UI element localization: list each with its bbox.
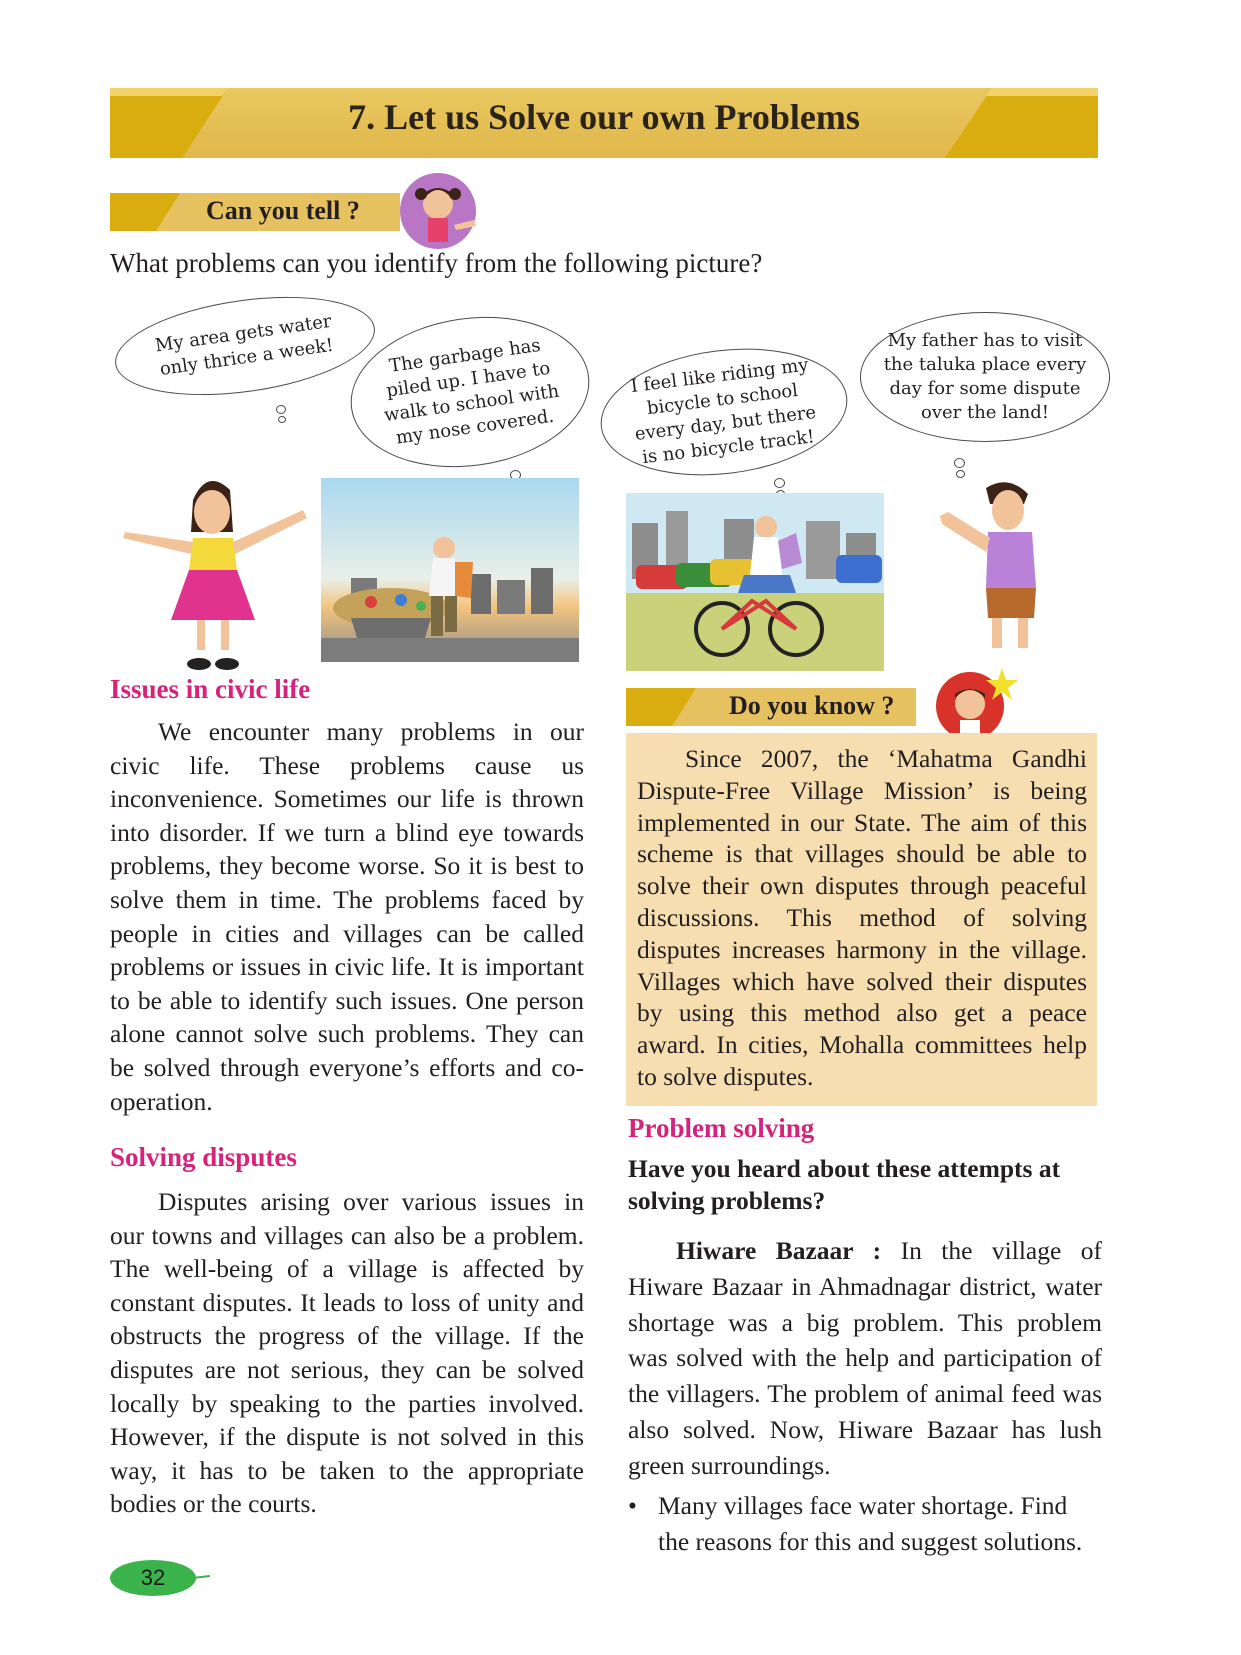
boy-illustration [928, 478, 1088, 658]
garbage-scene-illustration [321, 478, 579, 662]
hiware-bazaar-text: In the village of Hiware Bazaar in Ahmadnagar district, water shortage was a big problem. This problem was solved with the help and participation of the villagers. The problem of animal feed was also solved. Now, Hiware Bazaar has lush green surroundings. [628, 1236, 1103, 1480]
thought-bubble-water: My area gets water only thrice a week! [109, 282, 381, 410]
chapter-title: 7. Let us Solve our own Problems [348, 97, 860, 137]
boy-avatar-icon [930, 664, 1020, 744]
thought-bubble-bicycle: I feel like riding my bicycle to school every day, but there is no bicycle track! [593, 335, 854, 488]
bubble-dot [276, 405, 286, 414]
bubble-dot [954, 458, 965, 468]
leaf-stem-icon [192, 1574, 212, 1582]
bicycle-scene-illustration [626, 493, 884, 671]
thought-bubble-garbage: The garbage has piled up. I have to walk to school with my nose covered. [341, 302, 599, 482]
bubble-dot [956, 470, 965, 478]
banner-stripe [110, 193, 180, 231]
bullet-item [628, 1488, 1102, 1560]
bullet-text: Many villages face water shortage. Find the reasons for this and suggest solutions. [658, 1491, 1083, 1556]
problem-solving-subheading: Have you heard about these attempts at solving problems? [628, 1154, 1061, 1215]
do-you-know-paragraph: Since 2007, the ‘Mahatma Gandhi Dispute-Free Village Mission’ is being implemented in our State. The aim of this scheme is that villages should be able to solve their own disputes through peaceful discussions. This method of solving disputes increases harmony in the village. Villages which have solved their disputes by using this method also get a peace award. In cities, Mohalla committees help to solve disputes. [637, 744, 1087, 1091]
hiware-bazaar-paragraph [628, 1233, 1102, 1484]
hiware-bazaar-lead: Hiware Bazaar : [676, 1236, 882, 1265]
girl-avatar-icon [396, 170, 486, 252]
page-number: 32 [110, 1560, 196, 1596]
thought-bubble-dispute: My father has to visit the taluka place every day for some dispute over the land! [860, 312, 1110, 442]
banner-stripe [626, 688, 696, 726]
bubble-dot [774, 478, 785, 488]
do-you-know-heading: Do you know ? [729, 691, 895, 720]
girl-illustration [115, 470, 315, 680]
picture-question: What problems can you identify from the following picture? [110, 248, 763, 278]
disputes-paragraph: Disputes arising over various issues in our towns and villages can also be a problem. The well-being of a village is affected by constant disputes. It leads to loss of unity and obstructs the progress of the village. If the disputes are not serious, they can be solved locally by speaking to the parties involved. However, if the dispute is not solved in this way, it has to be taken to the appropriate bodies or the courts. [110, 1187, 584, 1519]
problem-solving-heading: Problem solving [628, 1113, 815, 1143]
bubble-dot [278, 416, 286, 423]
issues-heading: Issues in civic life [110, 674, 311, 704]
can-you-tell-heading: Can you tell ? [206, 196, 360, 225]
disputes-heading: Solving disputes [110, 1142, 297, 1172]
bullet-icon: • [628, 1491, 637, 1520]
issues-paragraph: We encounter many problems in our civic life. These problems cause us inconvenience. Sometimes our life is thrown into disorder. If we turn a blind eye towards problems, they become worse. So it is best to solve them in time. The problems faced by people in cities and villages can be called problems or issues in civic life. It is important to be able to identify such issues. One person alone cannot solve such problems. They can be solved through everyone’s efforts and co-operation. [110, 717, 584, 1116]
